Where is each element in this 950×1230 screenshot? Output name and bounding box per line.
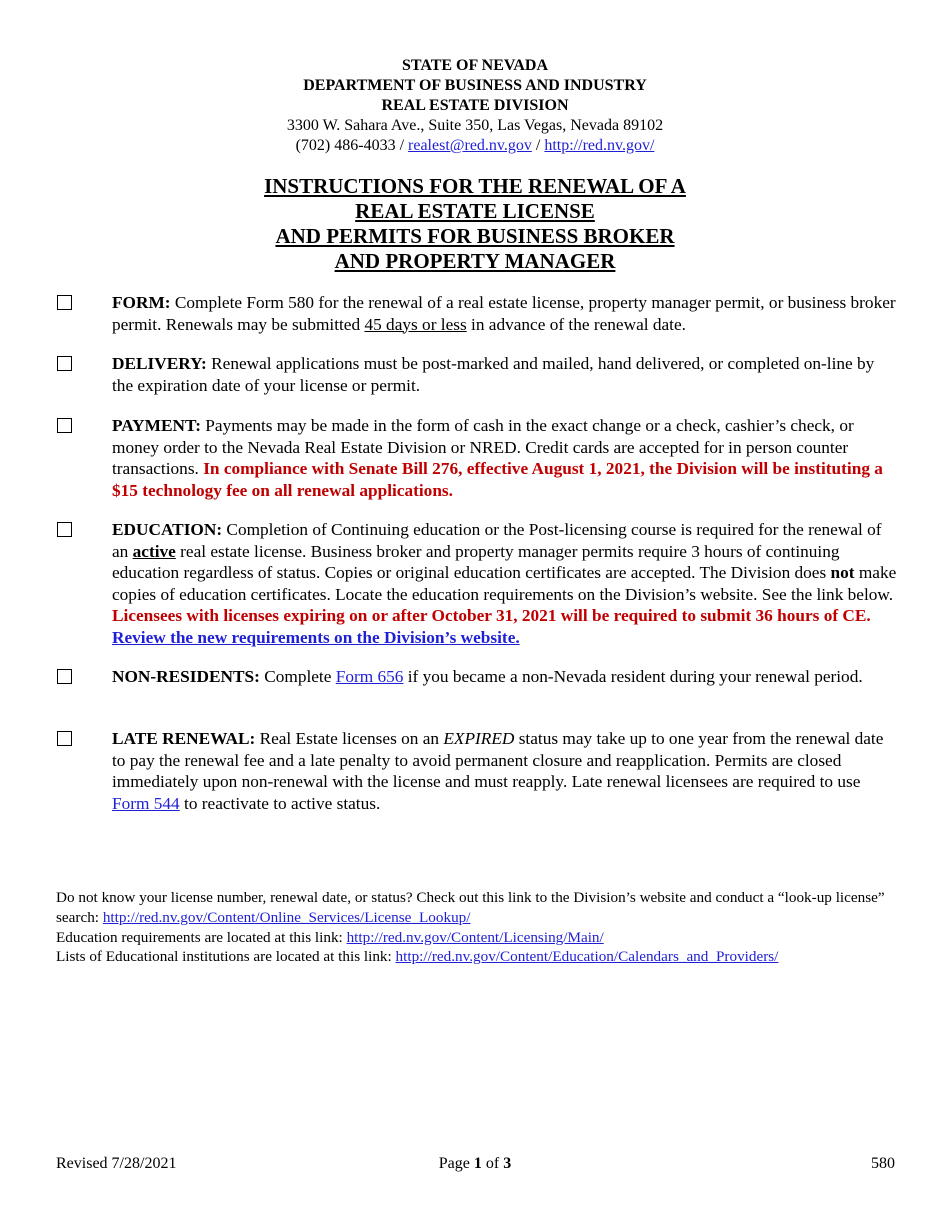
nonresidents-checkbox[interactable] — [57, 669, 72, 684]
page-number: Page 1 of 3 — [438, 1155, 512, 1172]
item-label: NON-RESIDENTS: — [112, 667, 260, 686]
separator: / — [531, 137, 545, 154]
education-instructions: EDUCATION: Completion of Continuing education or the Post-licensing course is required for the renewal of an active real estate license. Business broker and property manager permits require 3 hours of continuing education regardless of status. Copies or original education certificates are accepted. The Division does not make copies of education certificates. Locate the education requirements on the Division’s website. See the link below. Licensees with licenses expiring on or after October 31, 2021 will be required to submit 36 hours of CE. Review the new requirements on the Division’s website. — [112, 520, 897, 647]
item-label: LATE RENEWAL: — [112, 729, 256, 748]
separator: / — [395, 137, 409, 154]
item-label: PAYMENT: — [112, 416, 201, 435]
email-link[interactable]: realest@red.nv.gov — [408, 137, 532, 154]
title-line: INSTRUCTIONS FOR THE RENEWAL OF A — [264, 174, 686, 198]
nonresidents-instructions: NON-RESIDENTS: Complete Form 656 if you became a non-Nevada resident during your renewal period. — [112, 667, 863, 686]
department-name: DEPARTMENT OF BUSINESS AND INDUSTRY — [303, 77, 647, 94]
contact-line — [0, 136, 950, 156]
title-line: AND PROPERTY MANAGER — [334, 249, 616, 273]
technology-fee-notice: In compliance with Senate Bill 276, effective August 1, 2021, the Division will be instituting a $15 technology fee on all renewal applications. — [112, 459, 883, 500]
late-renewal-instructions: LATE RENEWAL: Real Estate licenses on an EXPIRED status may take up to one year from the renewal date to pay the renewal fee and a late penalty to avoid permanent closure and reapplication. Permits are closed immediately upon non-renewal with the license and must reapply. Late renewal licensees are required to use Form 544 to reactivate to active status. — [112, 729, 884, 813]
title-line: AND PERMITS FOR BUSINESS BROKER — [275, 224, 675, 248]
institutions-paragraph: Lists of Educational institutions are located at this link: http://red.nv.gov/Content/Education/Calendars_and_Providers/ — [56, 948, 779, 966]
form-544-link[interactable]: Form 544 — [112, 793, 180, 813]
form-number: 580 — [871, 1155, 895, 1172]
education-requirements-link[interactable]: http://red.nv.gov/Content/Licensing/Main/ — [346, 928, 604, 946]
not-emphasis: not — [830, 563, 855, 582]
late-renewal-checkbox[interactable] — [57, 731, 72, 746]
division-name: REAL ESTATE DIVISION — [381, 97, 569, 114]
education-paragraph: Education requirements are located at this link: http://red.nv.gov/Content/Licensing/Main/ — [56, 928, 604, 946]
title-line: REAL ESTATE LICENSE — [355, 199, 595, 223]
phone-number: (702) 486-4033 — [295, 137, 396, 154]
state-name: STATE OF NEVADA — [401, 57, 549, 74]
delivery-checkbox[interactable] — [57, 356, 72, 371]
document-title — [0, 174, 950, 274]
payment-instructions: PAYMENT: Payments may be made in the form of cash in the exact change or a check, cashier’s check, or money order to the Nevada Real Estate Division or NRED. Credit cards are accepted for in person counter transactions. In compliance with Senate Bill 276, effective August 1, 2021, the Division will be instituting a $15 technology fee on all renewal applications. — [112, 416, 883, 500]
new-requirements-link[interactable]: Review the new requirements on the Division’s website. — [112, 627, 520, 647]
payment-checkbox[interactable] — [57, 418, 72, 433]
letterhead — [0, 56, 950, 156]
form-checkbox[interactable] — [57, 295, 72, 310]
education-providers-link[interactable]: http://red.nv.gov/Content/Education/Calendars_and_Providers/ — [395, 948, 779, 966]
lookup-paragraph: Do not know your license number, renewal date, or status? Check out this link to the Division’s website and conduct a “look-up license” search: http://red.nv.gov/Content/Online_Services/License_Lookup/ — [56, 889, 885, 926]
form-instructions: FORM: Complete Form 580 for the renewal of a real estate license, property manager permit, or business broker permit. Renewals may be submitted 45 days or less in advance of the renewal date. — [112, 293, 896, 334]
item-label: DELIVERY: — [112, 354, 207, 373]
expired-emphasis: EXPIRED — [443, 729, 515, 748]
form-656-link[interactable]: Form 656 — [335, 667, 404, 686]
ce-hours-notice: Licensees with licenses expiring on or after October 31, 2021 will be required to submit 36 hours of CE. — [112, 606, 871, 625]
item-label: EDUCATION: — [112, 520, 223, 539]
reference-links — [56, 888, 916, 967]
division-address: 3300 W. Sahara Ave., Suite 350, Las Vegas, Nevada 89102 — [286, 117, 664, 134]
item-label: FORM: — [112, 293, 171, 312]
delivery-instructions: DELIVERY: Renewal applications must be post-marked and mailed, hand delivered, or completed on-line by the expiration date of your license or permit. — [112, 354, 875, 395]
deadline-emphasis: 45 days or less — [364, 314, 467, 334]
revised-date: Revised 7/28/2021 — [56, 1155, 177, 1172]
education-checkbox[interactable] — [57, 522, 72, 537]
website-link[interactable]: http://red.nv.gov/ — [544, 137, 655, 154]
license-lookup-link[interactable]: http://red.nv.gov/Content/Online_Services/License_Lookup/ — [102, 908, 471, 926]
active-emphasis: active — [132, 541, 176, 561]
